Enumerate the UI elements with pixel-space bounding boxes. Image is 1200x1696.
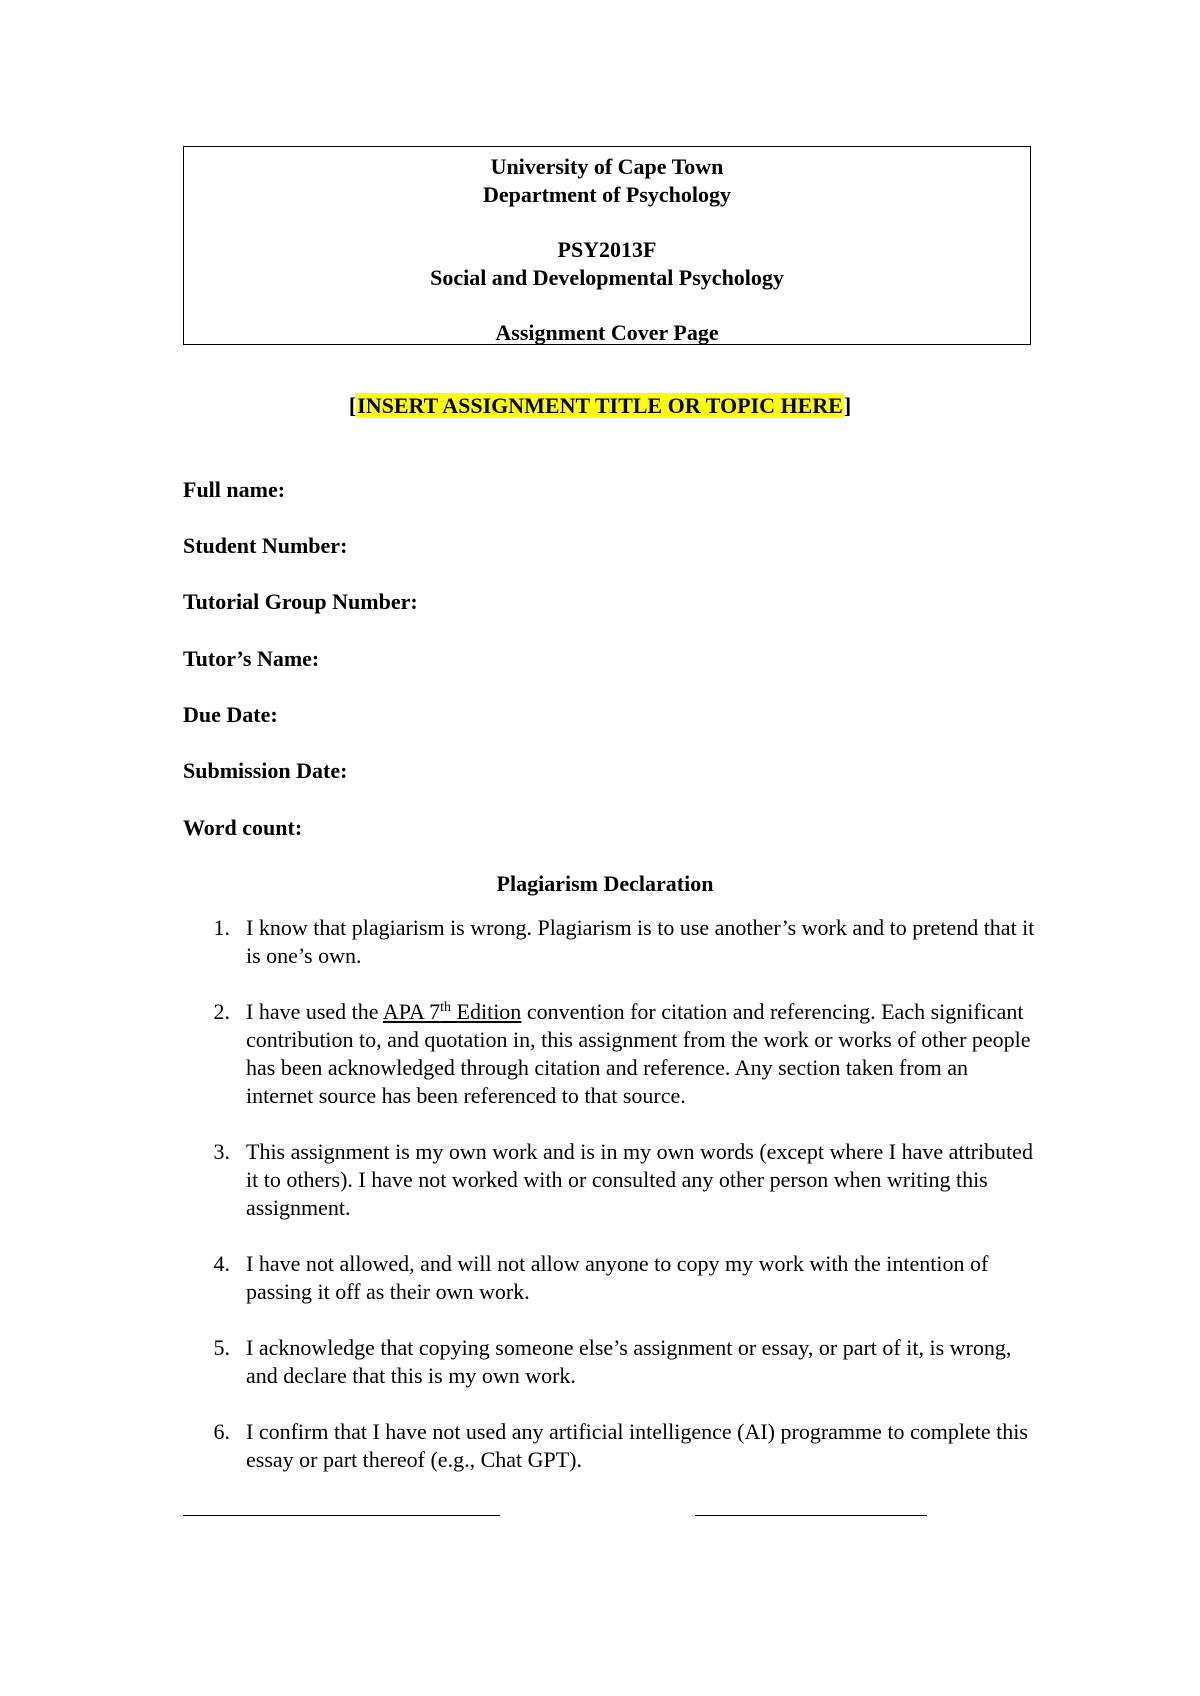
item-text: I acknowledge that copying someone else’s assignment or essay, or part of it, is wrong, and declare that this is my own work. xyxy=(246,1335,1012,1388)
declaration-item xyxy=(208,914,1038,970)
field-word-count: Word count: xyxy=(183,815,303,840)
date-line xyxy=(695,1515,927,1516)
field-tutor-name: Tutor’s Name: xyxy=(183,646,320,671)
declaration-item xyxy=(208,1418,1038,1474)
item-number: 4. xyxy=(213,1251,230,1276)
declaration-item xyxy=(208,1250,1038,1306)
item-number: 5. xyxy=(213,1335,230,1360)
university-name: University of Cape Town xyxy=(490,154,724,179)
course-name: Social and Developmental Psychology xyxy=(430,265,784,290)
declaration-item xyxy=(208,1334,1038,1390)
item-text-before: I have used the xyxy=(246,999,383,1024)
signature-line xyxy=(183,1515,500,1516)
item-text xyxy=(246,998,1038,1110)
title-placeholder: INSERT ASSIGNMENT TITLE OR TOPIC HERE xyxy=(357,393,843,418)
field-tutorial-group: Tutorial Group Number: xyxy=(183,589,418,614)
department-name: Department of Psychology xyxy=(482,182,732,207)
page-title: Assignment Cover Page xyxy=(495,320,719,345)
declaration-item xyxy=(208,1138,1038,1222)
item-text: I have not allowed, and will not allow anyone to copy my work with the intention of passing it off as their own work. xyxy=(246,1251,989,1304)
item-number: 1. xyxy=(213,915,230,940)
item-text: I know that plagiarism is wrong. Plagiarism is to use another’s work and to pretend that it is one’s own. xyxy=(246,915,1035,968)
item-number: 2. xyxy=(213,999,230,1024)
field-submission-date: Submission Date: xyxy=(183,758,348,783)
field-student-number: Student Number: xyxy=(183,533,348,558)
field-due-date: Due Date: xyxy=(183,702,278,727)
apa-edition: Edition xyxy=(451,999,522,1024)
item-number: 3. xyxy=(213,1139,230,1164)
course-code: PSY2013F xyxy=(557,237,657,262)
title-close-bracket: ] xyxy=(843,393,852,418)
apa-superscript: th xyxy=(440,1000,452,1015)
apa-edition-reference xyxy=(383,999,521,1024)
apa-label: APA 7 xyxy=(382,999,441,1024)
title-open-bracket: [ xyxy=(348,393,357,418)
field-full-name: Full name: xyxy=(183,477,286,502)
header-box xyxy=(183,146,1031,345)
declaration-title: Plagiarism Declaration xyxy=(496,871,714,896)
item-text: I confirm that I have not used any artificial intelligence (AI) programme to complete this essay or part thereof (e.g., Chat GPT). xyxy=(246,1419,1028,1472)
item-text-after: convention for citation and referencing. Each significant contribution to, and quotation in, this assignment from the work or works of other people has been acknowledged through citation and reference. Any section taken from an internet source has been referenced to that source. xyxy=(246,999,1031,1108)
declaration-item xyxy=(208,998,1038,1110)
item-number: 6. xyxy=(213,1419,230,1444)
assignment-title xyxy=(0,392,1200,420)
item-text: This assignment is my own work and is in my own words (except where I have attributed it to others). I have not worked with or consulted any other person when writing this assignment. xyxy=(246,1139,1033,1220)
